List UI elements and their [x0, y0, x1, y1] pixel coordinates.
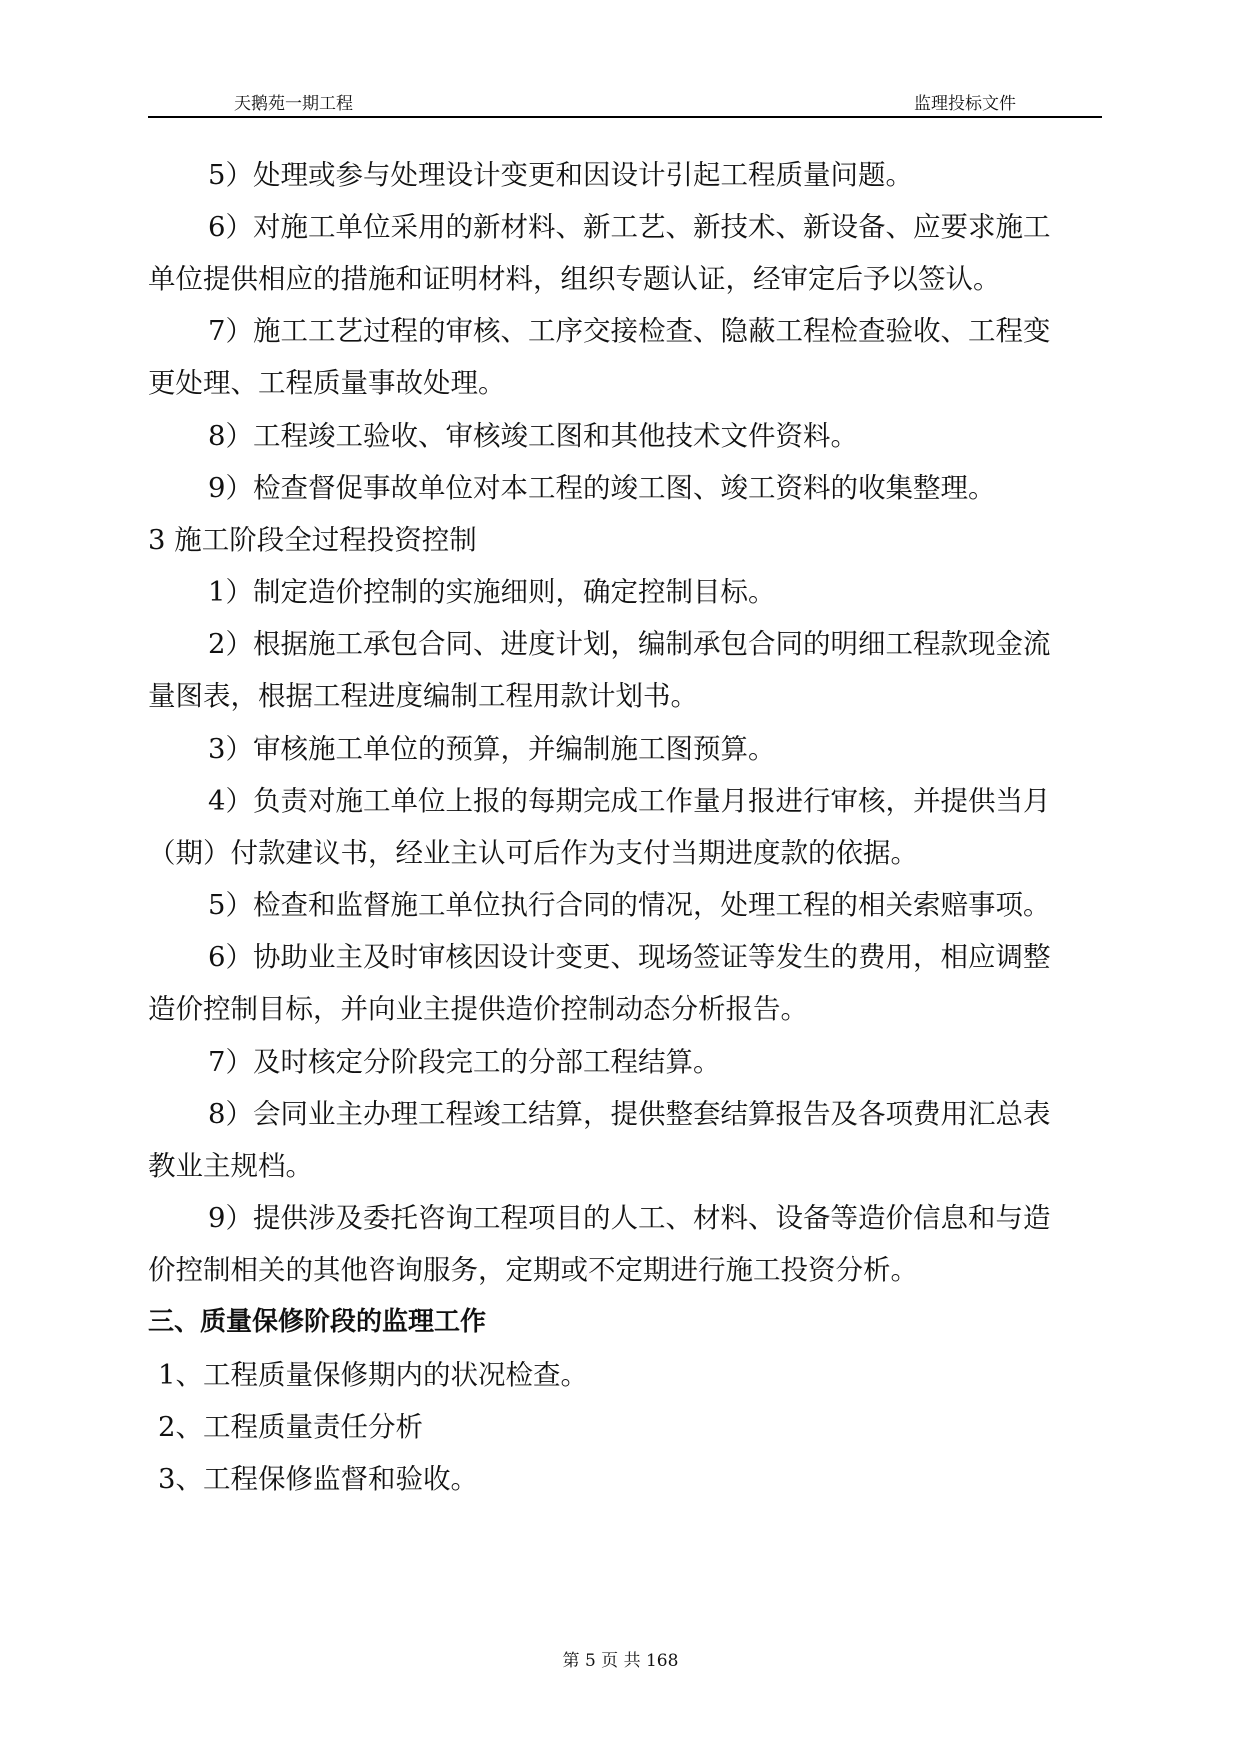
paragraph-line: 6）对施工单位采用的新材料、新工艺、新技术、新设备、应要求施工 — [208, 211, 1051, 243]
paragraph-line: 单位提供相应的措施和证明材料，组织专题认证，经审定后予以签认。 — [148, 263, 1001, 295]
paragraph-line: 价控制相关的其他咨询服务，定期或不定期进行施工投资分析。 — [148, 1254, 918, 1286]
section-heading: 三、质量保修阶段的监理工作 — [148, 1307, 487, 1337]
paragraph-line: 造价控制目标，并向业主提供造价控制动态分析报告。 — [148, 993, 808, 1025]
paragraph-line: 5）处理或参与处理设计变更和因设计引起工程质量问题。 — [208, 159, 913, 191]
section-subheading: 3 施工阶段全过程投资控制 — [148, 524, 477, 556]
paragraph-line: 1）制定造价控制的实施细则，确定控制目标。 — [208, 576, 776, 608]
list-item: 1、工程质量保修期内的状况检查。 — [158, 1359, 588, 1391]
paragraph-line: 2）根据施工承包合同、进度计划，编制承包合同的明细工程款现金流 — [208, 628, 1051, 660]
paragraph-line: 7）施工工艺过程的审核、工序交接检查、隐蔽工程检查验收、工程变 — [208, 315, 1051, 347]
paragraph-line: 5）检查和监督施工单位执行合同的情况，处理工程的相关索赔事项。 — [208, 889, 1051, 921]
paragraph-line: 教业主规档。 — [148, 1150, 313, 1182]
paragraph-line: 更处理、工程质量事故处理。 — [148, 367, 506, 399]
list-item: 3、工程保修监督和验收。 — [158, 1463, 478, 1495]
paragraph-line: 量图表，根据工程进度编制工程用款计划书。 — [148, 680, 698, 712]
paragraph-line: 4）负责对施工单位上报的每期完成工作量月报进行审核，并提供当月 — [208, 785, 1051, 817]
list-item: 2、工程质量责任分析 — [158, 1411, 423, 1443]
paragraph-line: 8）工程竣工验收、审核竣工图和其他技术文件资料。 — [208, 420, 858, 452]
header-project-name: 天鹅苑一期工程 — [234, 94, 353, 114]
paragraph-line: 9）检查督促事故单位对本工程的竣工图、竣工资料的收集整理。 — [208, 472, 996, 504]
paragraph-line: 8）会同业主办理工程竣工结算，提供整套结算报告及各项费用汇总表 — [208, 1098, 1051, 1130]
paragraph-line: 7）及时核定分阶段完工的分部工程结算。 — [208, 1046, 721, 1078]
paragraph-line: 6）协助业主及时审核因设计变更、现场签证等发生的费用，相应调整 — [208, 941, 1051, 973]
paragraph-line: 9）提供涉及委托咨询工程项目的人工、材料、设备等造价信息和与造 — [208, 1202, 1051, 1234]
paragraph-line: 3）审核施工单位的预算，并编制施工图预算。 — [208, 733, 776, 765]
page-number: 第 5 页 共 168 — [562, 1651, 679, 1671]
page-footer — [0, 1646, 1241, 1671]
header-document-type: 监理投标文件 — [914, 94, 1016, 114]
paragraph-line: （期）付款建议书，经业主认可后作为支付当期进度款的依据。 — [148, 837, 918, 869]
page-header — [148, 86, 1102, 118]
